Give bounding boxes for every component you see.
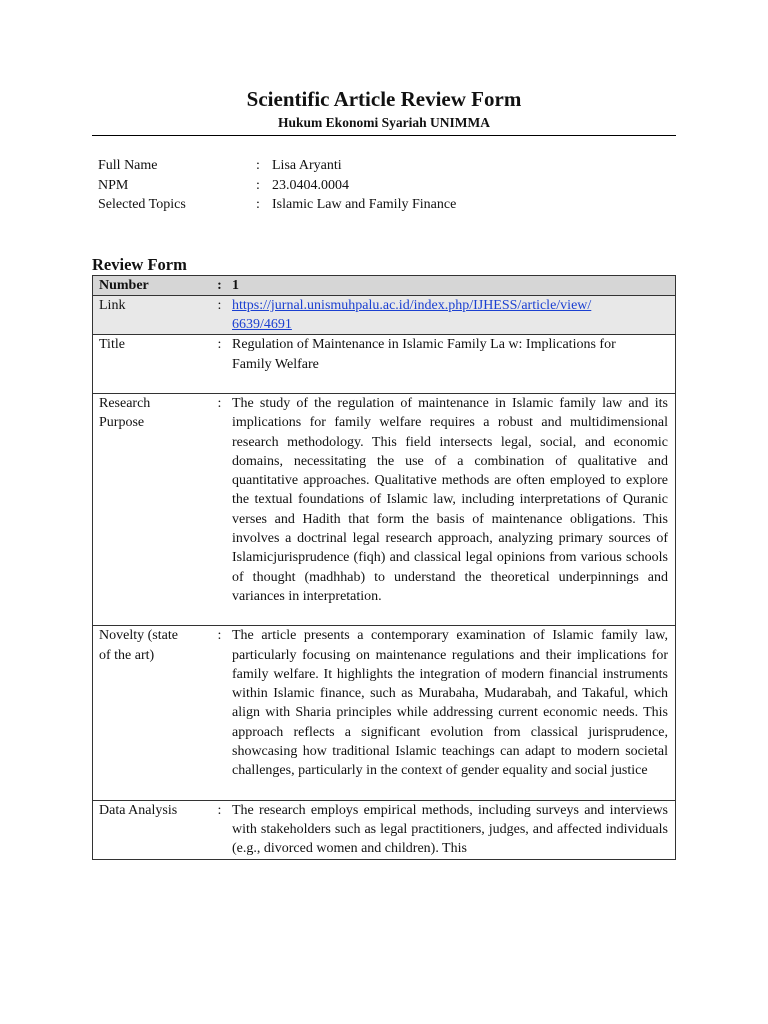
table-row-link <box>93 295 676 335</box>
row-value <box>229 626 676 800</box>
info-label: NPM <box>98 177 129 193</box>
info-row-selected-topics <box>92 195 676 215</box>
info-value: 23.0404.0004 <box>272 177 349 193</box>
row-label <box>93 393 211 625</box>
review-document <box>92 86 676 860</box>
row-colon: : <box>210 335 229 394</box>
table-row-number <box>93 275 676 295</box>
info-colon: : <box>256 158 260 173</box>
row-label: Title <box>93 335 211 394</box>
row-value: 1 <box>229 275 676 295</box>
info-label: Selected Topics <box>98 197 186 212</box>
row-label <box>93 626 211 800</box>
row-label-line-1: Novelty (state <box>99 628 178 644</box>
row-label: Link <box>93 295 211 335</box>
row-value <box>229 335 676 394</box>
row-spacer <box>232 606 668 625</box>
page-subtitle: Hukum Ekonomi Syariah UNIMMA <box>278 115 490 130</box>
article-link[interactable] <box>232 298 591 332</box>
row-spacer <box>232 781 668 800</box>
info-label: Full Name <box>98 158 158 173</box>
row-label-line-2: Purpose <box>99 415 145 431</box>
row-colon: : <box>210 393 229 625</box>
row-value <box>229 393 676 625</box>
title-divider <box>92 135 676 136</box>
review-table <box>92 275 676 860</box>
novelty-text: The article presents a contemporary examination of Islamic family law, particularly focusing on maintenance regulations and their implications for family welfare. It highlights the integration of modern financial instruments within Islamic finance, such as Murabaha, Mudarabah, and Takaful, which align with Sharia principles while addressing current economic needs. This approach reflects a significant evolution from classical jurisprudence, showcasing how traditional Islamic teachings can adapt to modern societal challenges, particularly in the context of gender equality and social justice <box>232 628 668 779</box>
article-link-line-2[interactable]: 6639/4691 <box>232 317 292 333</box>
row-label: Data Analysis <box>93 800 211 859</box>
article-title-text: Regulation of Maintenance in Islamic Family La w: Implications for Family Welfare <box>232 337 616 372</box>
row-label-line-2: of the art) <box>99 647 155 663</box>
row-colon: : <box>210 295 229 335</box>
row-label: Number <box>93 275 211 295</box>
table-row-title <box>93 335 676 394</box>
info-row-npm <box>92 176 676 196</box>
row-value <box>229 800 676 859</box>
row-value <box>229 295 676 335</box>
review-form-heading: Review Form <box>92 254 187 274</box>
info-value: Lisa Aryanti <box>272 158 342 173</box>
row-colon: : <box>210 626 229 800</box>
student-info <box>92 156 676 215</box>
research-purpose-text: The study of the regulation of maintenance in Islamic family law and its implications for family welfare requires a robust and multidimensional research methodology. This field intersects legal, social, and economic domains, necessitating the use of a combination of qualitative and quantitative approaches. Qualitative methods are often employed to explore the textual foundations of Islamic law, including interpretations of Quranic verses and Hadith that form the basis of maintenance obligations. This involves a doctrinal legal research approach, analyzing primary sources of Islamicjurisprudence (fiqh) and classical legal opinions from various schools of thought (madhhab) to understand the theoretical underpinnings and variances in interpretation. <box>232 395 668 604</box>
row-label-line-1: Research <box>99 395 151 411</box>
page-title: Scientific Article Review Form <box>246 87 522 111</box>
row-spacer <box>232 374 668 393</box>
table-row-novelty <box>93 626 676 800</box>
article-link-line-1[interactable]: https://jurnal.unismuhpalu.ac.id/index.php/IJHESS/article/view/ <box>232 297 592 313</box>
table-row-data-analysis <box>93 800 676 859</box>
row-colon: : <box>210 275 229 295</box>
info-row-full-name <box>92 156 676 176</box>
info-value: Islamic Law and Family Finance <box>272 197 457 212</box>
info-colon: : <box>256 197 260 212</box>
info-colon: : <box>256 177 260 193</box>
data-analysis-text: The research employs empirical methods, including surveys and interviews with stakeholders such as legal practitioners, judges, and affected individuals (e.g., divorced women and children). This <box>232 802 668 857</box>
table-row-research-purpose <box>93 393 676 625</box>
row-colon: : <box>210 800 229 859</box>
